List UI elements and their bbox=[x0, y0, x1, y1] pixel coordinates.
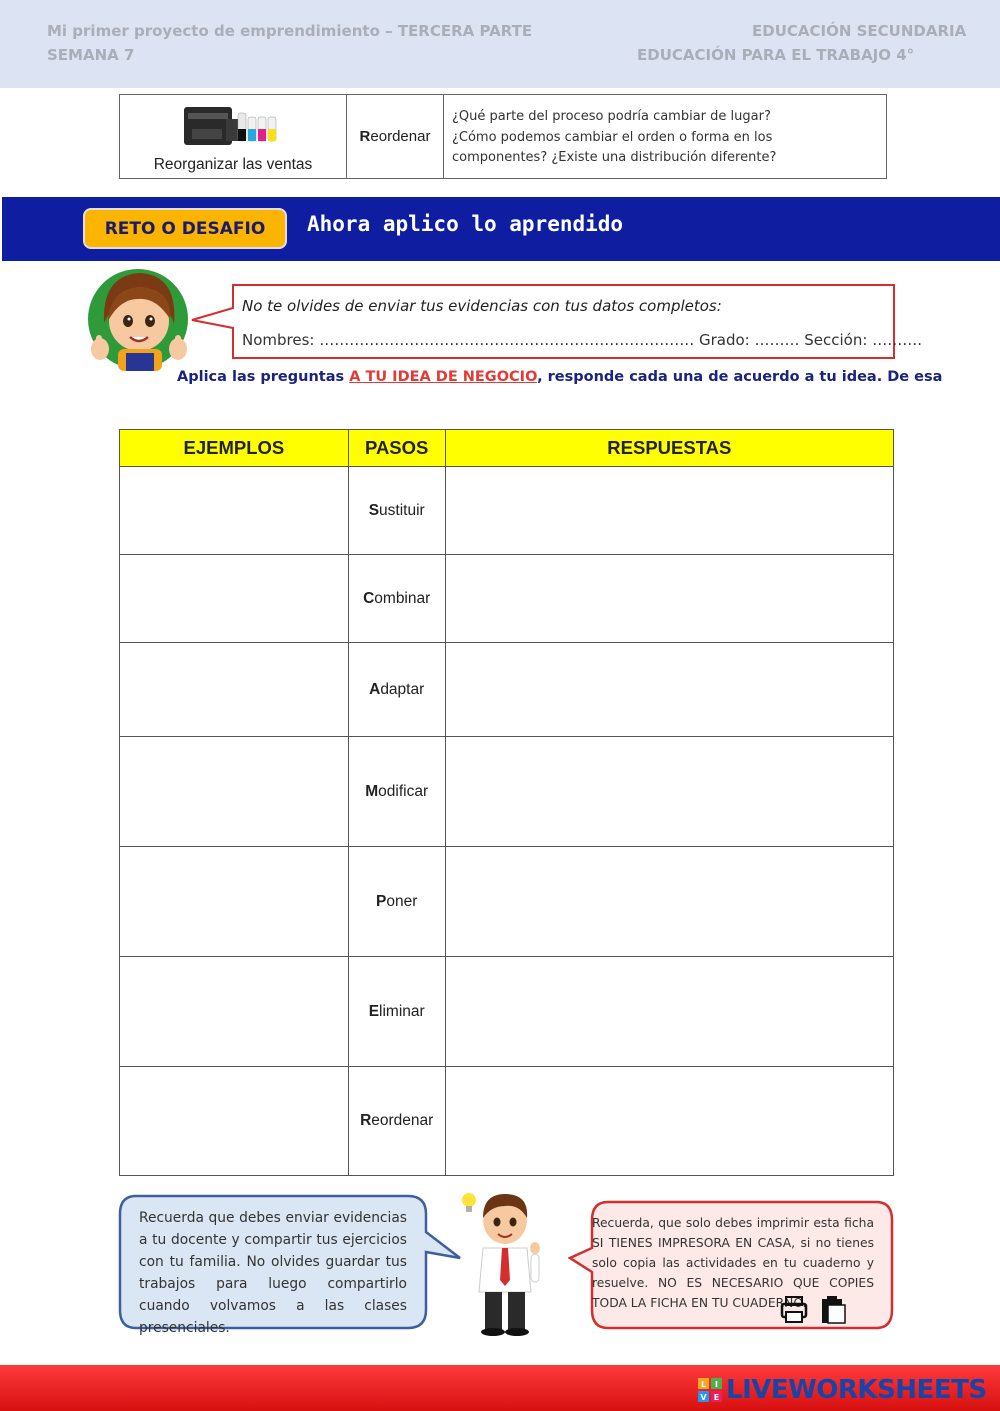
logo-letter: L bbox=[700, 1380, 707, 1389]
top-step-cell bbox=[347, 95, 444, 178]
example-cell[interactable] bbox=[120, 957, 349, 1067]
challenge-title: Ahora aplico lo aprendido bbox=[307, 212, 624, 236]
example-cell[interactable] bbox=[120, 467, 349, 555]
example-cell[interactable] bbox=[120, 643, 349, 737]
step-rest: ustituir bbox=[379, 501, 425, 519]
top-step-initial: R bbox=[359, 128, 371, 145]
top-question-line: ¿Cómo podemos cambiar el orden o forma en los bbox=[452, 129, 773, 145]
logo-letter: I bbox=[715, 1380, 718, 1389]
print-and-clipboard-icon bbox=[778, 1294, 848, 1324]
bubble-right-text: Recuerda, que solo debes imprimir esta ficha SI TIENES IMPRESORA EN CASA, si no tienes solo copia las actividades en tu cuaderno y resuelve. NO ES NECESARIO QUE COPIES TODA LA FICHA EN TU CUADERNO. bbox=[592, 1216, 874, 1310]
header-title: Mi primer proyecto de emprendimiento – TERCERA PARTE bbox=[47, 22, 533, 40]
example-cell[interactable] bbox=[120, 847, 349, 957]
answer-cell[interactable] bbox=[445, 737, 893, 847]
top-example-cell bbox=[120, 95, 347, 178]
table-row bbox=[120, 467, 894, 555]
callout-box bbox=[190, 282, 898, 362]
header-week: SEMANA 7 bbox=[47, 46, 135, 64]
step-cell bbox=[348, 555, 445, 643]
page-header bbox=[0, 0, 1000, 88]
example-cell[interactable] bbox=[120, 1067, 349, 1176]
top-table bbox=[119, 94, 887, 179]
instruction-before: Aplica las preguntas bbox=[177, 369, 350, 385]
logo-letter: V bbox=[700, 1393, 707, 1402]
step-rest: eordenar bbox=[371, 1112, 434, 1129]
bubble-left-text: Recuerda que debes enviar evidencias a tu docente y compartir tus ejercicios con tu familia. No olvides guardar tus trabajos para luego compartirlo cuando volvamos a las clases presenciales. bbox=[139, 1210, 407, 1336]
instruction-highlight: A TU IDEA DE NEGOCIO bbox=[349, 369, 538, 385]
step-rest: oner bbox=[386, 892, 418, 910]
live-grid-icon bbox=[698, 1378, 722, 1402]
header-level: EDUCACIÓN SECUNDARIA bbox=[752, 22, 967, 40]
top-question-line: componentes? ¿Existe una distribución diferente? bbox=[452, 150, 777, 165]
liveworksheets-logo[interactable] bbox=[698, 1374, 987, 1406]
boy-illustration bbox=[455, 1188, 555, 1338]
step-initial: A bbox=[369, 680, 381, 698]
table-row bbox=[120, 737, 894, 847]
top-step-rest: eordenar bbox=[370, 128, 431, 145]
answer-cell[interactable] bbox=[445, 467, 893, 555]
table-row bbox=[120, 847, 894, 957]
step-cell bbox=[348, 467, 445, 555]
example-cell[interactable] bbox=[120, 737, 349, 847]
answer-cell[interactable] bbox=[445, 1067, 893, 1176]
top-example-label: Reorganizar las ventas bbox=[153, 156, 313, 173]
step-rest: daptar bbox=[380, 680, 425, 698]
table-row bbox=[120, 1067, 894, 1176]
top-questions-cell bbox=[444, 95, 886, 178]
step-initial: R bbox=[360, 1112, 372, 1129]
header-respuestas: RESPUESTAS bbox=[445, 430, 893, 467]
step-cell bbox=[348, 847, 445, 957]
table-row bbox=[120, 643, 894, 737]
answer-cell[interactable] bbox=[445, 957, 893, 1067]
table-row bbox=[120, 957, 894, 1067]
challenge-badge: RETO O DESAFIO bbox=[83, 208, 287, 249]
step-rest: ombinar bbox=[374, 589, 431, 607]
table-row bbox=[120, 555, 894, 643]
top-question-line: ¿Qué parte del proceso podría cambiar de lugar? bbox=[452, 109, 771, 124]
header-course: EDUCACIÓN PARA EL TRABAJO 4° bbox=[637, 46, 915, 64]
step-cell bbox=[348, 643, 445, 737]
answer-cell[interactable] bbox=[445, 555, 893, 643]
step-initial: M bbox=[365, 782, 379, 800]
answer-cell[interactable] bbox=[445, 643, 893, 737]
callout-reminder: No te olvides de enviar tus evidencias con tus datos completos: bbox=[242, 297, 722, 315]
step-cell bbox=[348, 957, 445, 1067]
example-cell[interactable] bbox=[120, 555, 349, 643]
step-cell bbox=[348, 1067, 445, 1176]
step-cell bbox=[348, 737, 445, 847]
header-ejemplos: EJEMPLOS bbox=[120, 430, 349, 467]
answer-cell[interactable] bbox=[445, 847, 893, 957]
step-rest: odificar bbox=[378, 782, 429, 800]
liveworksheets-brand: LIVEWORKSHEETS bbox=[726, 1375, 987, 1405]
instruction-line bbox=[177, 369, 942, 385]
step-rest: liminar bbox=[379, 1002, 425, 1020]
callout-data-line: Nombres: ………………………………………………………………… Grado: ……… Sección: ………. bbox=[242, 331, 922, 349]
step-initial: S bbox=[368, 501, 380, 519]
step-initial: P bbox=[376, 892, 387, 910]
instruction-after: , responde cada una de acuerdo a tu idea. De esa bbox=[537, 369, 943, 385]
step-initial: E bbox=[368, 1002, 380, 1020]
girl-illustration bbox=[86, 263, 190, 373]
header-pasos: PASOS bbox=[348, 430, 445, 467]
printer-icon bbox=[182, 99, 282, 149]
table-header-row bbox=[120, 430, 894, 467]
step-initial: C bbox=[363, 589, 375, 607]
scamper-table bbox=[119, 429, 894, 1176]
logo-letter: E bbox=[713, 1393, 720, 1402]
